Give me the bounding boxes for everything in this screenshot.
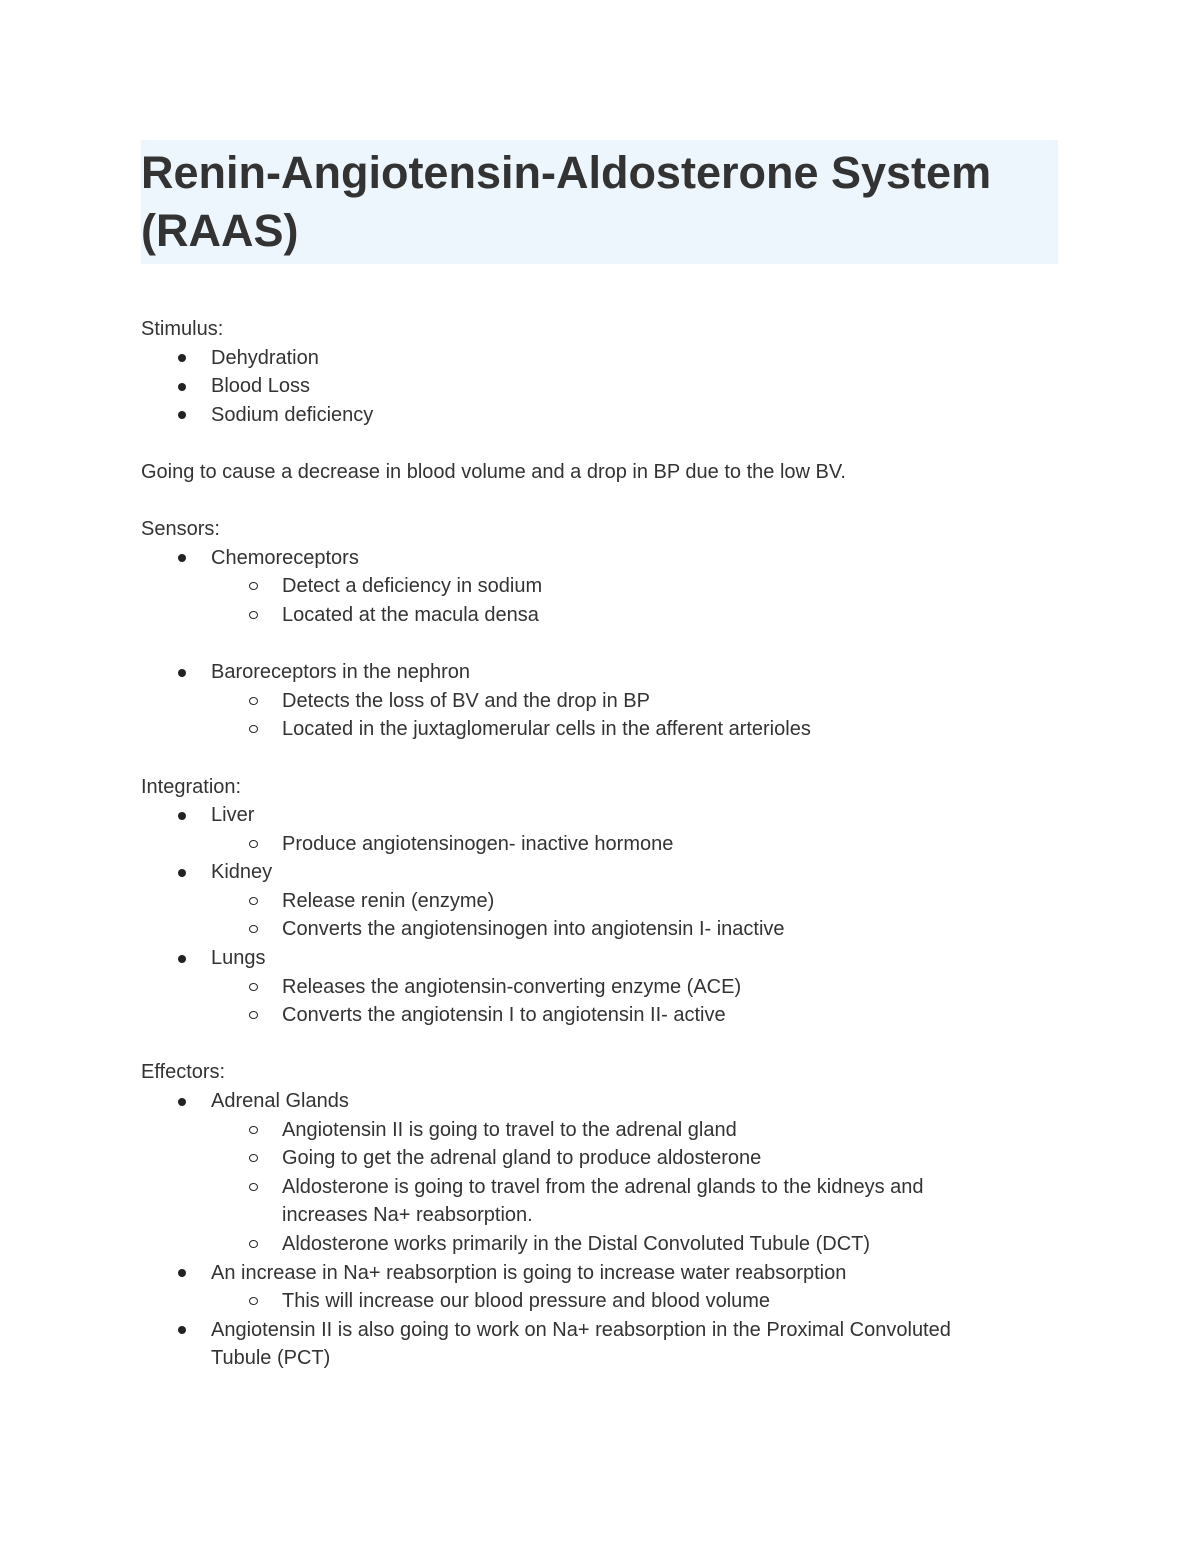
sub-list-item: Detects the loss of BV and the drop in BP bbox=[141, 687, 1041, 716]
title-line-2: (RAAS) bbox=[141, 205, 299, 256]
list-item-line-1: Angiotensin II is also going to work on Na+ reabsorption in the Proximal Convoluted bbox=[211, 1318, 951, 1341]
consequence-paragraph: Going to cause a decrease in blood volume and a drop in BP due to the low BV. bbox=[141, 460, 846, 483]
stimulus-heading: Stimulus: bbox=[141, 318, 224, 340]
list-item: Baroreceptors in the nephron bbox=[141, 658, 1041, 687]
integration-heading: Integration: bbox=[141, 775, 242, 798]
title-line-1: Renin-Angiotensin-Aldosterone System bbox=[141, 147, 992, 198]
sub-list-item: Releases the angiotensin-converting enzyme (ACE) bbox=[141, 973, 1041, 1002]
sub-list-item-line-2: increases Na+ reabsorption. bbox=[282, 1204, 533, 1227]
list-item: Chemoreceptors bbox=[141, 544, 1041, 573]
title-block bbox=[141, 140, 1058, 264]
sub-list-item: Going to get the adrenal gland to produce aldosterone bbox=[141, 1144, 1041, 1173]
stimulus-list bbox=[141, 344, 1041, 430]
sub-list-item: Converts the angiotensin I to angiotensin II- active bbox=[141, 1001, 1041, 1030]
sub-list-item: Release renin (enzyme) bbox=[141, 887, 1041, 916]
sub-list-item: Converts the angiotensinogen into angiotensin I- inactive bbox=[141, 915, 1041, 944]
list-item: Sodium deficiency bbox=[141, 401, 1041, 430]
effectors-heading: Effectors: bbox=[141, 1061, 226, 1084]
spacer bbox=[141, 1030, 1041, 1059]
sub-list-item: Angiotensin II is going to travel to the adrenal gland bbox=[141, 1116, 1041, 1145]
list-item: An increase in Na+ reabsorption is going to increase water reabsorption bbox=[141, 1259, 1041, 1288]
sub-list-item: Produce angiotensinogen- inactive hormone bbox=[141, 830, 1041, 859]
document-body bbox=[141, 315, 1041, 1373]
sensors-heading: Sensors: bbox=[141, 518, 220, 541]
page-title bbox=[141, 144, 991, 260]
sub-list-item: Located in the juxtaglomerular cells in the afferent arterioles bbox=[141, 715, 1041, 744]
integration-list bbox=[141, 801, 1041, 1030]
spacer bbox=[141, 744, 1041, 773]
sub-list-item: This will increase our blood pressure and blood volume bbox=[141, 1287, 1041, 1316]
list-item: Blood Loss bbox=[141, 372, 1041, 401]
list-item bbox=[141, 1316, 1041, 1373]
list-item: Dehydration bbox=[141, 344, 1041, 373]
list-item: Lungs bbox=[141, 944, 1041, 973]
effectors-list bbox=[141, 1087, 1041, 1373]
sub-list-item: Detect a deficiency in sodium bbox=[141, 572, 1041, 601]
spacer bbox=[141, 487, 1041, 516]
list-item-line-2: Tubule (PCT) bbox=[211, 1347, 331, 1370]
sub-list-item bbox=[141, 1173, 1041, 1230]
sub-list-item: Located at the macula densa bbox=[141, 601, 1041, 630]
list-item: Liver bbox=[141, 801, 1041, 830]
list-item: Adrenal Glands bbox=[141, 1087, 1041, 1116]
spacer bbox=[141, 429, 1041, 458]
sub-list-item-line-1: Aldosterone is going to travel from the adrenal glands to the kidneys and bbox=[282, 1175, 924, 1198]
sensors-list bbox=[141, 544, 1041, 630]
list-item: Kidney bbox=[141, 858, 1041, 887]
sub-list-item: Aldosterone works primarily in the Distal Convoluted Tubule (DCT) bbox=[141, 1230, 1041, 1259]
sensors-list-2 bbox=[141, 658, 1041, 744]
spacer bbox=[141, 630, 1041, 659]
